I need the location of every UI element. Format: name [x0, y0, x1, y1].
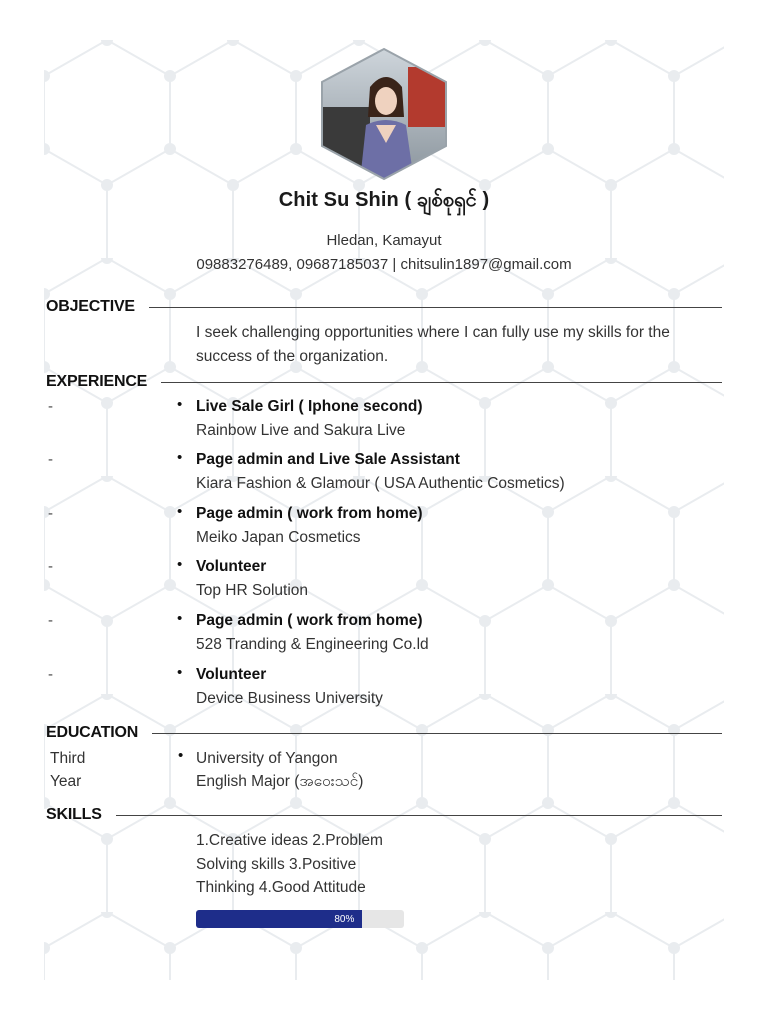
experience-item [46, 666, 726, 714]
education-year-line: Year [50, 773, 82, 790]
divider [149, 307, 722, 308]
skills-text: 1.Creative ideas 2.Problem Solving skills 3.Positive Thinking 4.Good Attitude [196, 832, 383, 896]
experience-item [46, 612, 726, 660]
section-title: EDUCATION [46, 724, 139, 741]
education-year-line: Third [50, 750, 86, 767]
address: Hledan, Kamayut [326, 232, 442, 249]
objective-text: I seek challenging opportunities where I can fully use my skills for the success of the organization. [196, 324, 670, 365]
bullet-icon: • [177, 556, 183, 573]
profile-photo [320, 47, 448, 181]
skill-level-label: 80% [334, 913, 355, 925]
experience-role: Live Sale Girl ( Iphone second) [196, 398, 423, 415]
experience-date: - [48, 505, 53, 522]
experience-org: Kiara Fashion & Glamour ( USA Authentic Cosmetics) [196, 475, 565, 492]
skills-section-header [46, 805, 722, 825]
bullet-icon: • [177, 396, 183, 413]
divider [161, 382, 722, 383]
education-school: University of Yangon [196, 750, 338, 767]
bullet-icon: • [178, 747, 184, 764]
experience-date: - [48, 398, 53, 415]
education-major: English Major (အ​​ဝေးသင်) [196, 773, 364, 790]
experience-role: Page admin and Live Sale Assistant [196, 451, 460, 468]
education-details [196, 747, 363, 793]
experience-item [46, 505, 726, 553]
candidate-name: Chit Su Shin ( ချစ်စုရှင် ) [278, 189, 490, 211]
experience-org: Meiko Japan Cosmetics [196, 529, 361, 546]
experience-date: - [48, 451, 53, 468]
section-title: SKILLS [46, 806, 102, 823]
experience-role: Volunteer [196, 666, 267, 683]
objective-section-header [46, 297, 722, 317]
education-section-header [46, 723, 722, 743]
experience-date: - [48, 612, 53, 629]
experience-date: - [48, 558, 53, 575]
divider [152, 733, 722, 734]
experience-item [46, 398, 726, 446]
bullet-icon: • [177, 610, 183, 627]
contact-info: 09883276489, 09687185037 | chitsulin1897@gmail.com [196, 256, 572, 273]
experience-org: Rainbow Live and Sakura Live [196, 422, 406, 439]
experience-org: Top HR Solution [196, 582, 309, 599]
bullet-icon: • [177, 503, 183, 520]
experience-item [46, 558, 726, 606]
skill-level-bar [196, 910, 404, 928]
experience-section-header [46, 372, 722, 392]
bullet-icon: • [177, 664, 183, 681]
experience-org: 528 Tranding & Engineering Co.ld [196, 636, 429, 653]
experience-role: Page admin ( work from home) [196, 505, 423, 522]
experience-org: Device Business University [196, 690, 383, 707]
experience-item [46, 451, 726, 499]
skill-level-fill [196, 910, 362, 928]
experience-role: Volunteer [196, 558, 267, 575]
bullet-icon: • [177, 449, 183, 466]
experience-date: - [48, 666, 53, 683]
section-title: EXPERIENCE [46, 373, 148, 390]
divider [116, 815, 722, 816]
education-year [50, 747, 85, 793]
section-title: OBJECTIVE [46, 298, 135, 315]
experience-role: Page admin ( work from home) [196, 612, 423, 629]
